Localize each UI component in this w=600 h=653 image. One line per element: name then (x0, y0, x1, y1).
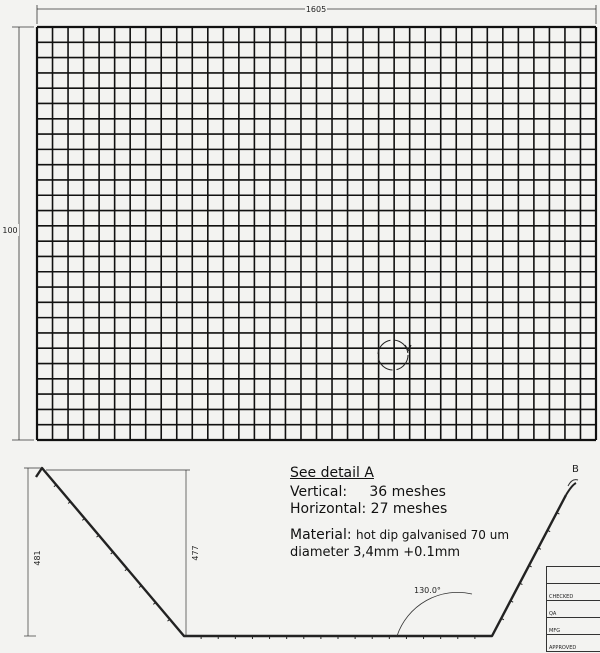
mesh-grid (37, 27, 596, 440)
title-block (546, 566, 600, 652)
width-dimension-label: 1605 (305, 5, 327, 14)
horizontal-meshes-line (290, 502, 447, 516)
detail-reference: See detail A (290, 465, 374, 481)
title-block-row-qa: QA (547, 601, 600, 618)
detail-b-label: B (572, 464, 579, 475)
profile-inner-height-label: 477 (191, 545, 200, 561)
profile-outer-height-label: 481 (33, 550, 42, 566)
material-label: Material: (290, 527, 352, 543)
title-block-row-mfg: MFG (547, 618, 600, 635)
angle-label: 130.0° (414, 586, 441, 595)
title-block-row-approved: APPROVED (547, 635, 600, 652)
angle-arc (397, 592, 472, 636)
height-dimension-label: 100 (2, 226, 18, 235)
diameter-line: diameter 3,4mm +0.1mm (290, 545, 461, 560)
material-value: hot dip galvanised 70 um (356, 528, 510, 542)
vertical-label: Vertical: (290, 484, 348, 500)
title-block-row (547, 567, 600, 584)
material-line (290, 528, 509, 542)
profile-inner-height-dimension (46, 470, 190, 636)
title-block-row-checked: CHECKED (547, 584, 600, 601)
horizontal-label: Horizontal: (290, 501, 367, 517)
horizontal-value: 27 meshes (370, 501, 448, 517)
vertical-value: 36 meshes (369, 484, 446, 500)
vertical-meshes-line (290, 485, 446, 499)
